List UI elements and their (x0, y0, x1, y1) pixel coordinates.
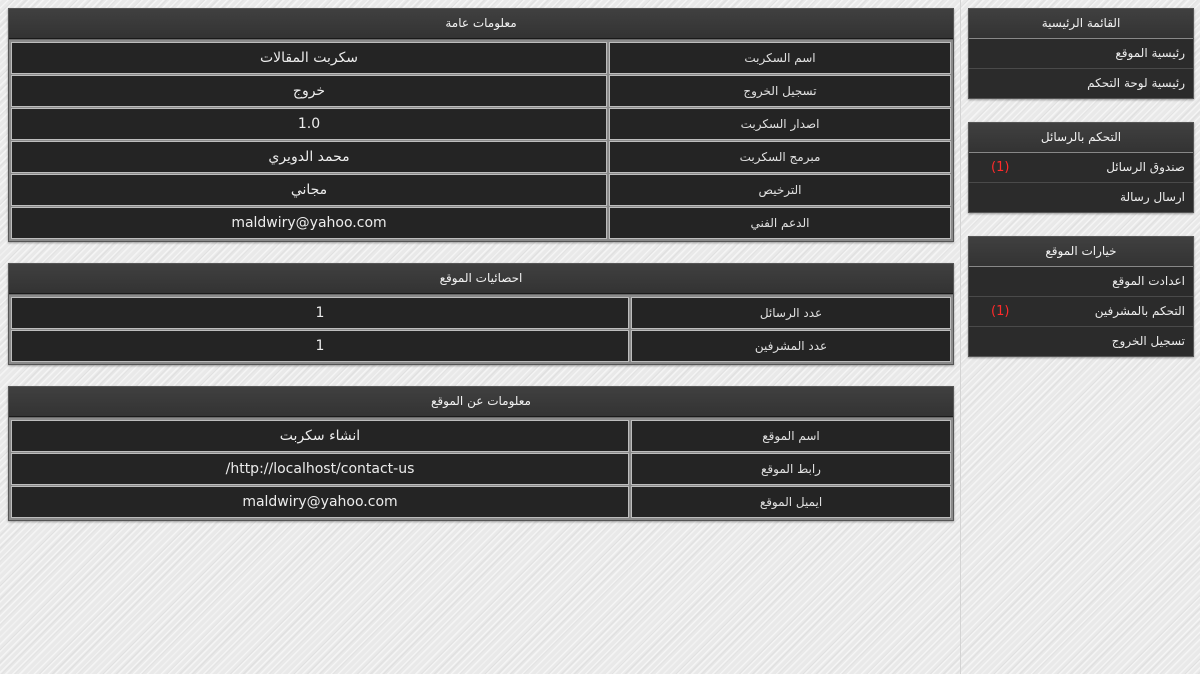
table-row (11, 174, 951, 206)
sidebar-item-label: تسجيل الخروج (1111, 334, 1185, 348)
site-options-panel (968, 236, 1194, 357)
site-name-value: انشاء سكربت (11, 420, 629, 452)
site-name-label: اسم الموقع (631, 420, 951, 452)
inbox-count-badge: (1) (991, 160, 1010, 175)
table-row (11, 330, 951, 362)
site-email-label: ايميل الموقع (631, 486, 951, 518)
sidebar-item-label: اعدادت الموقع (1112, 274, 1185, 288)
table-row (11, 486, 951, 518)
sidebar-item-site-home[interactable] (969, 39, 1193, 69)
general-info-table (9, 39, 953, 241)
site-stats-panel (8, 263, 954, 365)
license-value: مجاني (11, 174, 607, 206)
logout-label: تسجيل الخروج (609, 75, 951, 107)
table-row (11, 42, 951, 74)
table-row (11, 75, 951, 107)
sidebar-item-label: التحكم بالمشرفين (1094, 304, 1185, 318)
site-info-panel (8, 386, 954, 521)
script-developer-label: مبرمج السكربت (609, 141, 951, 173)
script-developer-value: محمد الدويري (11, 141, 607, 173)
general-info-panel (8, 8, 954, 242)
site-options-title: خيارات الموقع (969, 237, 1193, 267)
main-menu-title: القائمة الرئيسية (969, 9, 1193, 39)
script-version-label: اصدار السكربت (609, 108, 951, 140)
table-row (11, 453, 951, 485)
script-version-value: 1.0 (11, 108, 607, 140)
sidebar-item-logout[interactable] (969, 327, 1193, 356)
sidebar-divider (960, 0, 961, 674)
admins-count-badge: (1) (991, 304, 1010, 319)
general-info-title: معلومات عامة (9, 9, 953, 39)
script-name-value: سكربت المقالات (11, 42, 607, 74)
script-name-label: اسم السكربت (609, 42, 951, 74)
site-url-value: /http://localhost/contact-us (11, 453, 629, 485)
messages-count-value: 1 (11, 297, 629, 329)
messages-panel (968, 122, 1194, 213)
sidebar-item-dashboard-home[interactable] (969, 69, 1193, 98)
logout-value[interactable]: خروج (11, 75, 607, 107)
support-email-value: maldwiry@yahoo.com (11, 207, 607, 239)
table-row (11, 141, 951, 173)
table-row (11, 108, 951, 140)
site-info-title: معلومات عن الموقع (9, 387, 953, 417)
license-label: الترخيص (609, 174, 951, 206)
sidebar-item-site-settings[interactable] (969, 267, 1193, 297)
sidebar-item-label: رئيسية الموقع (1115, 46, 1185, 60)
site-email-value: maldwiry@yahoo.com (11, 486, 629, 518)
messages-count-label: عدد الرسائل (631, 297, 951, 329)
sidebar-item-label: ارسال رسالة (1120, 190, 1185, 204)
admins-count-value: 1 (11, 330, 629, 362)
admins-count-label: عدد المشرفين (631, 330, 951, 362)
table-row (11, 297, 951, 329)
sidebar-item-label: صندوق الرسائل (1106, 160, 1185, 174)
table-row (11, 420, 951, 452)
site-info-table (9, 417, 953, 520)
main-menu-panel (968, 8, 1194, 99)
messages-panel-title: التحكم بالرسائل (969, 123, 1193, 153)
support-email-label: الدعم الفني (609, 207, 951, 239)
site-stats-title: احصائيات الموقع (9, 264, 953, 294)
sidebar-item-inbox[interactable] (969, 153, 1193, 183)
sidebar-item-send-message[interactable] (969, 183, 1193, 212)
table-row (11, 207, 951, 239)
sidebar-item-label: رئيسية لوحة التحكم (1087, 76, 1185, 90)
site-stats-table (9, 294, 953, 364)
sidebar-item-manage-admins[interactable] (969, 297, 1193, 327)
site-url-label: رابط الموقع (631, 453, 951, 485)
